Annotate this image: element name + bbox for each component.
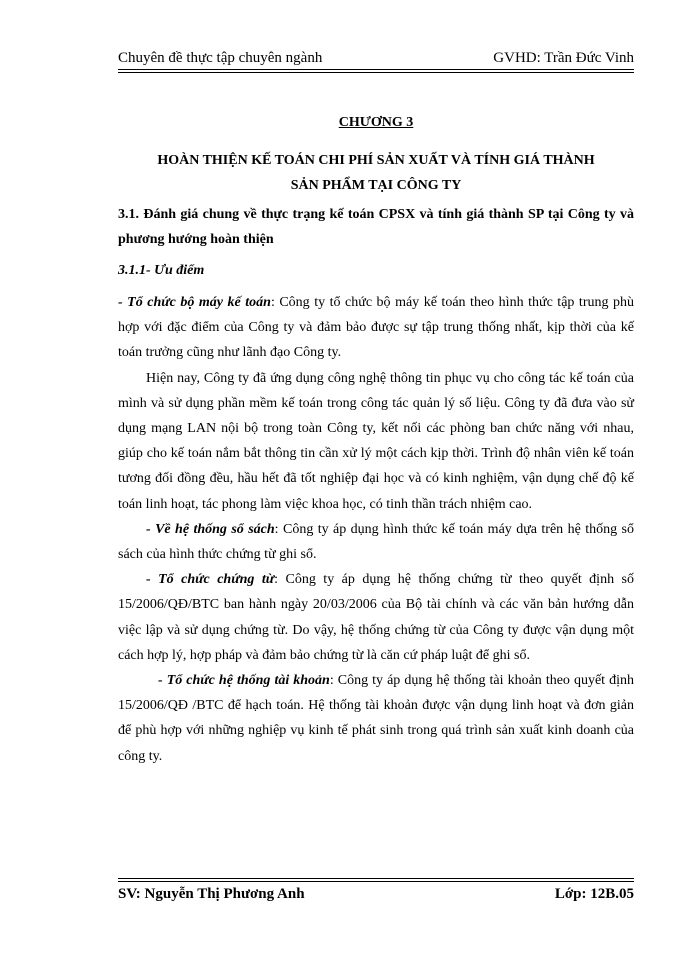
paragraph-lead: - Tổ chức bộ máy kế toán <box>118 295 271 310</box>
paragraph-voucher-organization <box>118 567 634 668</box>
paragraph-it-application <box>118 366 634 517</box>
header-course-title: Chuyên đề thực tập chuyên ngành <box>118 50 323 66</box>
footer-student-name: SV: Nguyễn Thị Phương Anh <box>118 886 305 902</box>
paragraph-lead: - Về hệ thống sổ sách <box>146 521 275 537</box>
paragraph-accounting-organization <box>118 290 634 366</box>
section-heading: 3.1. Đánh giá chung về thực trạng kế toán CPSX và tính giá thành SP tại Công ty và phương hướng hoàn thiện <box>118 207 634 247</box>
page-header <box>118 45 634 70</box>
paragraph-text: : Công ty áp dụng hệ thống tài khoản theo quyết định 15/2006/QĐ /BTC để hạch toán. Hệ thống tài khoản được vận dụng linh hoạt và đơn giản để phù hợp với những nghiệp vụ kinh tế phát sinh trong quá trình sản xuất kinh doanh của công ty. <box>118 673 634 764</box>
header-divider <box>118 72 634 73</box>
body-text <box>118 290 634 769</box>
subsection-heading: 3.1.1- Ưu điểm <box>118 263 205 278</box>
paragraph-text: : Công ty áp dụng hệ thống chứng từ theo quyết định số 15/2006/QĐ/BTC ban hành ngày 20/03/2006 của Bộ tài chính và các văn bản hướng dẫn việc lập và sử dụng chứng từ. Do vậy, hệ thống chứng từ của Công ty được vận dụng một cách hợp lý, hợp pháp và đảm bảo chứng từ là căn cứ pháp luật để ghi sổ. <box>118 572 634 663</box>
chapter-heading: CHƯƠNG 3 <box>338 115 414 130</box>
paragraph-lead: - Tổ chức hệ thống tài khoản <box>158 673 330 689</box>
header-supervisor: GVHD: Trần Đức Vinh <box>493 50 634 66</box>
paragraph-text: : Công ty tổ chức bộ máy kế toán theo hình thức tập trung phù hợp với đặc điểm của Công ty và đảm bảo được sự tập trung thống nhất, kịp thời của kế toán trưởng cũng như lãnh đạo Công ty. <box>118 295 634 361</box>
paragraph-text: Hiện nay, Công ty đã ứng dụng công nghệ thông tin phục vụ cho công tác kế toán của mình và sử dụng phần mềm kế toán trong công tác quản lý số liệu. Công ty đã đưa vào sử dụng mạng LAN nội bộ trong toàn Công ty, kết nối các phòng ban chức năng với nhau, giúp cho kế toán nắm bắt thông tin cần xử lý một cách kịp thời. Trình độ nhân viên kế toán tương đối đồng đều, hầu hết đã tốt nghiệp đại học và có kinh nghiệm, vận dụng chế độ kế toán linh hoạt, tác phong làm việc khoa học, có tinh thần trách nhiệm cao. <box>118 370 634 512</box>
chapter-title-line-1: HOÀN THIỆN KẾ TOÁN CHI PHÍ SẢN XUẤT VÀ TÍNH GIÁ THÀNH <box>157 153 595 168</box>
paragraph-account-system <box>118 668 634 769</box>
chapter-title-line-2: SẢN PHẨM TẠI CÔNG TY <box>290 178 462 193</box>
chapter-title <box>118 148 634 198</box>
paragraph-ledger-system <box>118 517 634 567</box>
paragraph-lead: - Tổ chức chứng từ <box>146 572 275 588</box>
footer-class: Lớp: 12B.05 <box>554 886 634 902</box>
paragraph-text: : Công ty áp dụng hình thức kế toán máy dựa trên hệ thống sổ sách của hình thức chứng từ ghi sổ. <box>118 521 634 563</box>
page-footer <box>118 878 634 907</box>
